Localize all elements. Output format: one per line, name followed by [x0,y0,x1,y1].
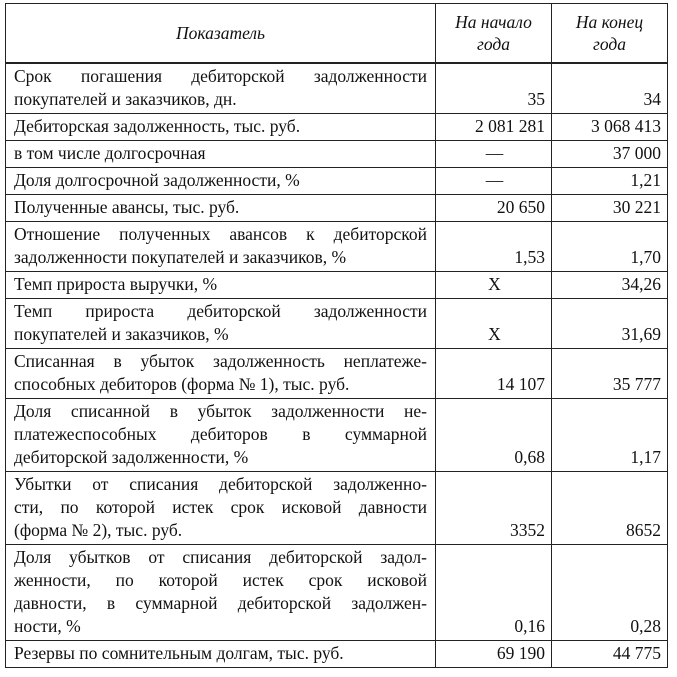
table-row [6,168,668,195]
table-row [6,222,668,272]
table-row [6,399,668,472]
table-row [6,114,668,141]
row-label-line: Полученные авансы, тыс. руб. [14,197,240,217]
value-end-of-year: 37 000 [552,141,668,168]
value-start-of-year: — [436,141,552,168]
header-indicator [6,4,436,64]
table-row [6,545,668,641]
row-label [6,114,436,141]
row-label-line: Доля убытков от списания дебиторской задол- [14,547,427,567]
table-row [6,195,668,222]
row-label-line: сти, по которой истек срок исковой давности [14,497,427,517]
table-header [6,4,668,64]
table-row [6,141,668,168]
row-label-line: в том числе долгосрочная [14,143,206,163]
row-label-line: задолженности покупателей и заказчиков, % [14,247,347,267]
document-page [5,3,668,668]
row-label [6,222,436,272]
row-label-line: давности, в суммарной дебиторской задолжен- [14,593,427,613]
row-label [6,299,436,349]
row-label-line: Темп прироста выручки, % [14,274,218,294]
receivables-table [5,3,668,668]
value-end-of-year: 35 777 [552,349,668,399]
row-label-line: Списанная в убыток задолженность неплатеже- [14,351,427,371]
value-end-of-year: 30 221 [552,195,668,222]
value-end-of-year: 34,26 [552,272,668,299]
table-row [6,299,668,349]
header-end-line2: года [593,34,626,54]
row-label [6,545,436,641]
header-indicator-label: Показатель [175,22,266,43]
header-start-line2: года [477,34,510,54]
value-start-of-year: 1,53 [436,222,552,272]
row-label [6,141,436,168]
value-start-of-year: 14 107 [436,349,552,399]
value-end-of-year: 1,17 [552,399,668,472]
header-end-line1: На конец [575,12,644,32]
row-label-line: женности, по которой истек срок исковой [14,570,427,590]
table-row [6,272,668,299]
value-end-of-year: 34 [552,63,668,114]
value-start-of-year: 20 650 [436,195,552,222]
table-row [6,63,668,114]
row-label [6,195,436,222]
value-start-of-year: 3352 [436,472,552,545]
value-end-of-year: 31,69 [552,299,668,349]
row-label-line: Срок погашения дебиторской задолженности [14,66,427,86]
value-start-of-year: — [436,168,552,195]
value-start-of-year: 2 081 281 [436,114,552,141]
row-label-line: Дебиторская задолженность, тыс. руб. [14,116,301,136]
value-end-of-year: 0,28 [552,545,668,641]
table-row [6,641,668,668]
header-end-of-year [552,4,668,64]
value-start-of-year: 0,68 [436,399,552,472]
value-start-of-year: 0,16 [436,545,552,641]
value-start-of-year: 35 [436,63,552,114]
row-label-line: Доля долгосрочной задолженности, % [14,170,300,190]
table-row [6,472,668,545]
table-row [6,349,668,399]
row-label-line: способных дебиторов (форма № 1), тыс. руб. [14,374,350,394]
header-row [6,4,668,64]
row-label [6,472,436,545]
value-end-of-year: 3 068 413 [552,114,668,141]
row-label-line: Доля списанной в убыток задолженности не- [14,401,427,421]
value-start-of-year: 69 190 [436,641,552,668]
row-label-line: Убытки от списания дебиторской задолженно- [14,474,427,494]
value-end-of-year: 1,21 [552,168,668,195]
row-label-line: Резервы по сомнительным долгам, тыс. руб. [14,643,344,663]
value-start-of-year: X [436,272,552,299]
value-end-of-year: 44 775 [552,641,668,668]
row-label [6,349,436,399]
value-start-of-year: X [436,299,552,349]
row-label-line: покупателей и заказчиков, дн. [14,89,237,109]
value-end-of-year: 1,70 [552,222,668,272]
value-end-of-year: 8652 [552,472,668,545]
header-start-of-year [436,4,552,64]
row-label [6,272,436,299]
header-start-line1: На начало [455,12,532,32]
row-label-line: ности, % [14,616,81,636]
row-label [6,399,436,472]
row-label-line: дебиторской задолженности, % [14,447,249,467]
row-label [6,641,436,668]
row-label-line: Темп прироста дебиторской задолженности [14,301,427,321]
row-label [6,168,436,195]
row-label [6,63,436,114]
row-label-line: (форма № 2), тыс. руб. [14,520,183,540]
row-label-line: платежеспособных дебиторов в суммарной [14,424,427,444]
row-label-line: покупателей и заказчиков, % [14,324,229,344]
table-body [6,63,668,668]
row-label-line: Отношение полученных авансов к дебиторской [14,224,427,244]
